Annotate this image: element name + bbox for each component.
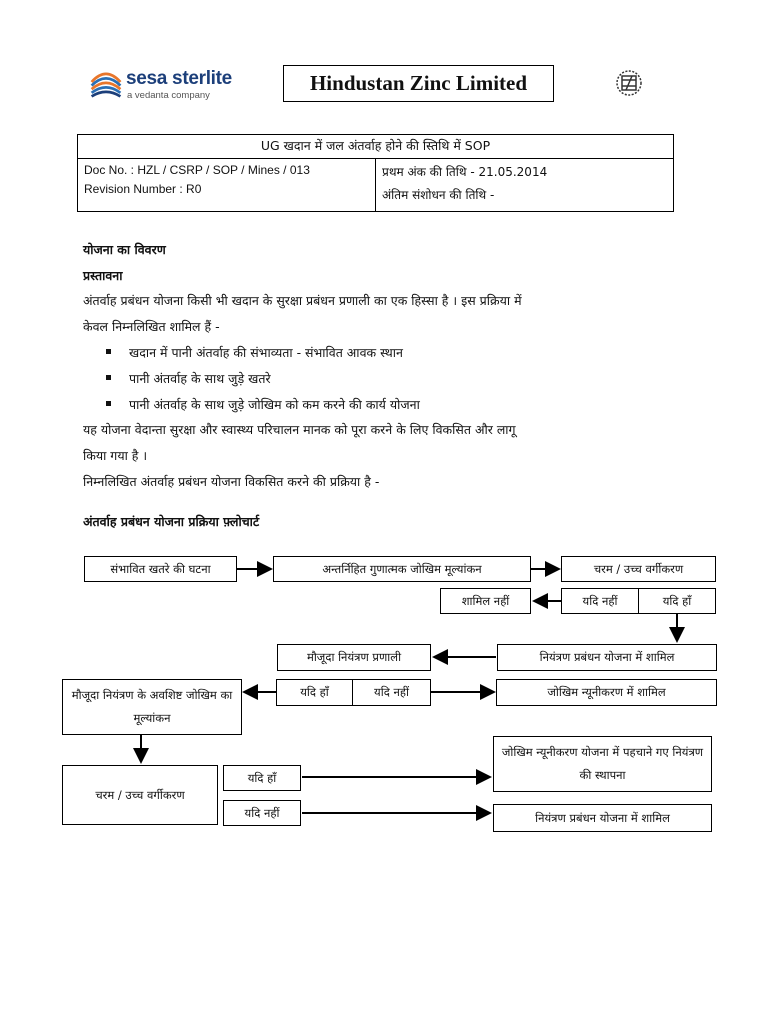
list-item: पानी अंतर्वाह के साथ जुड़े जोखिम को कम करने की कार्य योजना [106, 396, 420, 413]
last-revision-date: अंतिम संशोधन की तिथि - [382, 188, 495, 202]
flow-box-control-management-plan-2: नियंत्रण प्रबंधन योजना में शामिल [493, 804, 712, 832]
para2-line-2: किया गया है । [83, 448, 148, 463]
company-name: Hindustan Zinc Limited [283, 65, 554, 102]
intro-line-2: केवल निम्नलिखित शामिल हैं - [83, 319, 220, 334]
flow-box-install-identified-controls: जोखिम न्यूनीकरण योजना में पहचाने गए नियंत्रण की स्थापना [493, 736, 712, 792]
flow-box-if-no: यदि नहीं [223, 800, 301, 826]
flow-box-inherent-risk-assessment: अन्तर्निहित गुणात्मक जोखिम मूल्यांकन [273, 556, 531, 582]
sop-title: UG खदान में जल अंतर्वाह होने की स्तिथि में SOP [78, 135, 674, 159]
plan-heading: योजना का विवरण [83, 242, 166, 257]
flow-box-if-no: यदि नहीं [561, 588, 639, 614]
flow-box-extreme-high-classification-2: चरम / उच्च वर्गीकरण [62, 765, 218, 825]
intro-heading: प्रस्तावना [83, 268, 123, 283]
logo-brand-text: sesa sterlite [126, 68, 232, 89]
intro-line-1: अंतर्वाह प्रबंधन योजना किसी भी खदान के सुरक्षा प्रबंधन प्रणाली का एक हिस्सा है । इस प्रक्रिया में [83, 293, 522, 308]
flow-box-control-management-plan: नियंत्रण प्रबंधन योजना में शामिल [497, 644, 717, 671]
flow-box-risk-reduction-inclusion: जोखिम न्यूनीकरण में शामिल [496, 679, 717, 706]
doc-number: Doc No. : HZL / CSRP / SOP / Mines / 013 [84, 163, 310, 177]
list-item: पानी अंतर्वाह के साथ जुड़े खतरे [106, 370, 271, 387]
list-item: खदान में पानी अंतर्वाह की संभाव्यता - संभावित आवक स्थान [106, 344, 403, 361]
logo-tagline: a vedanta company [127, 90, 210, 101]
flow-box-if-yes: यदि हाँ [276, 679, 353, 706]
flow-box-residual-risk-evaluation: मौजूदा नियंत्रण के अवशिष्ट जोखिम का मूल्यांकन [62, 679, 242, 735]
flow-box-if-no: यदि नहीं [352, 679, 431, 706]
flow-box-if-yes: यदि हाँ [223, 765, 301, 791]
flow-box-extreme-high-classification: चरम / उच्च वर्गीकरण [561, 556, 716, 582]
flow-box-not-included: शामिल नहीं [440, 588, 531, 614]
flowchart-heading: अंतर्वाह प्रबंधन योजना प्रक्रिया फ़्लोचार्ट [83, 514, 260, 529]
first-issue-date: प्रथम अंक की तिथि - 21.05.2014 [382, 165, 548, 179]
flow-box-hazard-event: संभावित खतरे की घटना [84, 556, 237, 582]
para3: निम्नलिखित अंतर्वाह प्रबंधन योजना विकसित करने की प्रक्रिया है - [83, 474, 380, 489]
flow-box-if-yes: यदि हाँ [638, 588, 716, 614]
para2-line-1: यह योजना वेदान्ता सुरक्षा और स्वास्थ्य परिचालन मानक को पूरा करने के लिए विकसित और लागू [83, 422, 516, 437]
flow-box-existing-control-system: मौजूदा नियंत्रण प्रणाली [277, 644, 431, 671]
revision-number: Revision Number : R0 [84, 182, 202, 196]
